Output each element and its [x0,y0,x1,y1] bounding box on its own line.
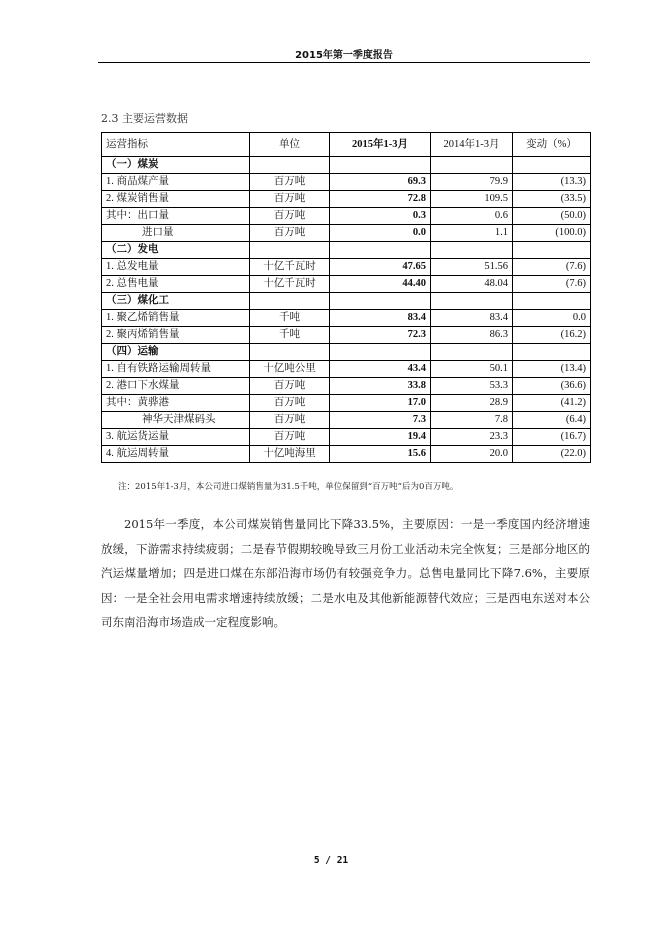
empty-cell [330,344,431,361]
value-2014-cell: 20.0 [431,446,513,463]
value-2015-cell: 33.8 [330,378,431,395]
value-2015-cell: 44.40 [330,276,431,293]
table-group-row [102,293,591,310]
change-cell: (22.0) [513,446,591,463]
unit-cell: 百万吨 [250,174,330,191]
unit-cell: 十亿千瓦时 [250,276,330,293]
unit-cell: 千吨 [250,327,330,344]
value-2014-cell: 83.4 [431,310,513,327]
table-row [102,276,591,293]
group-label: （四）运输 [102,344,250,361]
table-row [102,327,591,344]
empty-cell [250,157,330,174]
header-rule [98,62,590,63]
table-row [102,310,591,327]
value-2015-cell: 7.3 [330,412,431,429]
table-note: 注：2015年1-3月，本公司进口煤销售量为31.5千吨，单位保留到“百万吨”后为0百万吨。 [118,482,459,492]
table-row [102,225,591,242]
value-2014-cell: 23.3 [431,429,513,446]
unit-cell: 百万吨 [250,378,330,395]
change-cell: (100.0) [513,225,591,242]
change-cell: (41.2) [513,395,591,412]
change-cell: (6.4) [513,412,591,429]
empty-cell [431,157,513,174]
value-2014-cell: 1.1 [431,225,513,242]
value-2015-cell: 43.4 [330,361,431,378]
change-cell: (16.2) [513,327,591,344]
indicator-cell: 3. 航运货运量 [102,429,250,446]
unit-cell: 十亿千瓦时 [250,259,330,276]
value-2015-cell: 15.6 [330,446,431,463]
value-2014-cell: 50.1 [431,361,513,378]
value-2015-cell: 17.0 [330,395,431,412]
table-row [102,174,591,191]
unit-cell: 百万吨 [250,395,330,412]
change-cell: (16.7) [513,429,591,446]
change-cell: (36.6) [513,378,591,395]
empty-cell [250,344,330,361]
empty-cell [250,293,330,310]
header-cell: 运营指标 [102,133,250,157]
value-2015-cell: 72.8 [330,191,431,208]
table-row [102,429,591,446]
group-label: （一）煤炭 [102,157,250,174]
indicator-cell: 其中：出口量 [102,208,250,225]
table-group-row [102,242,591,259]
value-2014-cell: 7.8 [431,412,513,429]
header-cell: 2014年1-3月 [431,133,513,157]
body-paragraph: 2015年一季度，本公司煤炭销售量同比下降33.5%，主要原因：一是一季度国内经济增速放缓，下游需求持续疲弱；二是春节假期较晚导致三月份工业活动未完全恢复；三是部分地区的汽运煤量增加；四是进口煤在东部沿海市场仍有较强竞争力。总售电量同比下降7.6%，主要原因：一是全社会用电需求增速持续放缓；二是水电及其他新能源替代效应；三是西电东送对本公司东南沿海市场造成一定程度影响。 [101,517,590,629]
section-title: 2.3 主要运营数据 [101,112,188,125]
empty-cell [431,242,513,259]
indicator-cell: 神华天津煤码头 [102,412,250,429]
value-2015-cell: 0.0 [330,225,431,242]
change-cell: (13.4) [513,361,591,378]
indicator-cell: 1. 自有铁路运输周转量 [102,361,250,378]
indicator-cell: 1. 聚乙烯销售量 [102,310,250,327]
value-2015-cell: 47.65 [330,259,431,276]
empty-cell [330,157,431,174]
value-2014-cell: 79.9 [431,174,513,191]
table-group-row [102,344,591,361]
table-row [102,395,591,412]
table-row [102,361,591,378]
value-2014-cell: 51.56 [431,259,513,276]
empty-cell [431,293,513,310]
table-row [102,446,591,463]
header-cell: 2015年1-3月 [330,133,431,157]
indicator-cell: 4. 航运周转量 [102,446,250,463]
value-2015-cell: 69.3 [330,174,431,191]
table-row [102,191,591,208]
empty-cell [513,344,591,361]
empty-cell [330,242,431,259]
table-row [102,259,591,276]
value-2015-cell: 83.4 [330,310,431,327]
value-2014-cell: 86.3 [431,327,513,344]
value-2015-cell: 72.3 [330,327,431,344]
indicator-cell: 1. 商品煤产量 [102,174,250,191]
unit-cell: 百万吨 [250,208,330,225]
value-2015-cell: 19.4 [330,429,431,446]
empty-cell [250,242,330,259]
table-header-row [102,133,591,157]
indicator-cell: 1. 总发电量 [102,259,250,276]
unit-cell: 百万吨 [250,412,330,429]
indicator-cell: 2. 聚丙烯销售量 [102,327,250,344]
empty-cell [513,293,591,310]
unit-cell: 百万吨 [250,225,330,242]
change-cell: (33.5) [513,191,591,208]
table-row [102,208,591,225]
change-cell: (7.6) [513,276,591,293]
indicator-cell: 2. 总售电量 [102,276,250,293]
operating-data-table [101,132,591,463]
indicator-cell: 2. 港口下水煤量 [102,378,250,395]
change-cell: (7.6) [513,259,591,276]
unit-cell: 百万吨 [250,429,330,446]
header-cell: 单位 [250,133,330,157]
header-cell: 变动（%） [513,133,591,157]
page-number: 5 / 21 [313,855,349,866]
group-label: （二）发电 [102,242,250,259]
table-row [102,378,591,395]
value-2014-cell: 53.3 [431,378,513,395]
indicator-cell: 进口量 [102,225,250,242]
table-row [102,412,591,429]
empty-cell [513,157,591,174]
indicator-cell: 2. 煤炭销售量 [102,191,250,208]
value-2014-cell: 48.04 [431,276,513,293]
unit-cell: 十亿吨海里 [250,446,330,463]
empty-cell [513,242,591,259]
empty-cell [431,344,513,361]
table-group-row [102,157,591,174]
empty-cell [330,293,431,310]
running-header: 2015年第一季度报告 [295,50,393,61]
value-2014-cell: 0.6 [431,208,513,225]
unit-cell: 百万吨 [250,191,330,208]
value-2014-cell: 109.5 [431,191,513,208]
indicator-cell: 其中：黄骅港 [102,395,250,412]
value-2014-cell: 28.9 [431,395,513,412]
group-label: （三）煤化工 [102,293,250,310]
change-cell: 0.0 [513,310,591,327]
change-cell: (13.3) [513,174,591,191]
unit-cell: 十亿吨公里 [250,361,330,378]
unit-cell: 千吨 [250,310,330,327]
change-cell: (50.0) [513,208,591,225]
value-2015-cell: 0.3 [330,208,431,225]
